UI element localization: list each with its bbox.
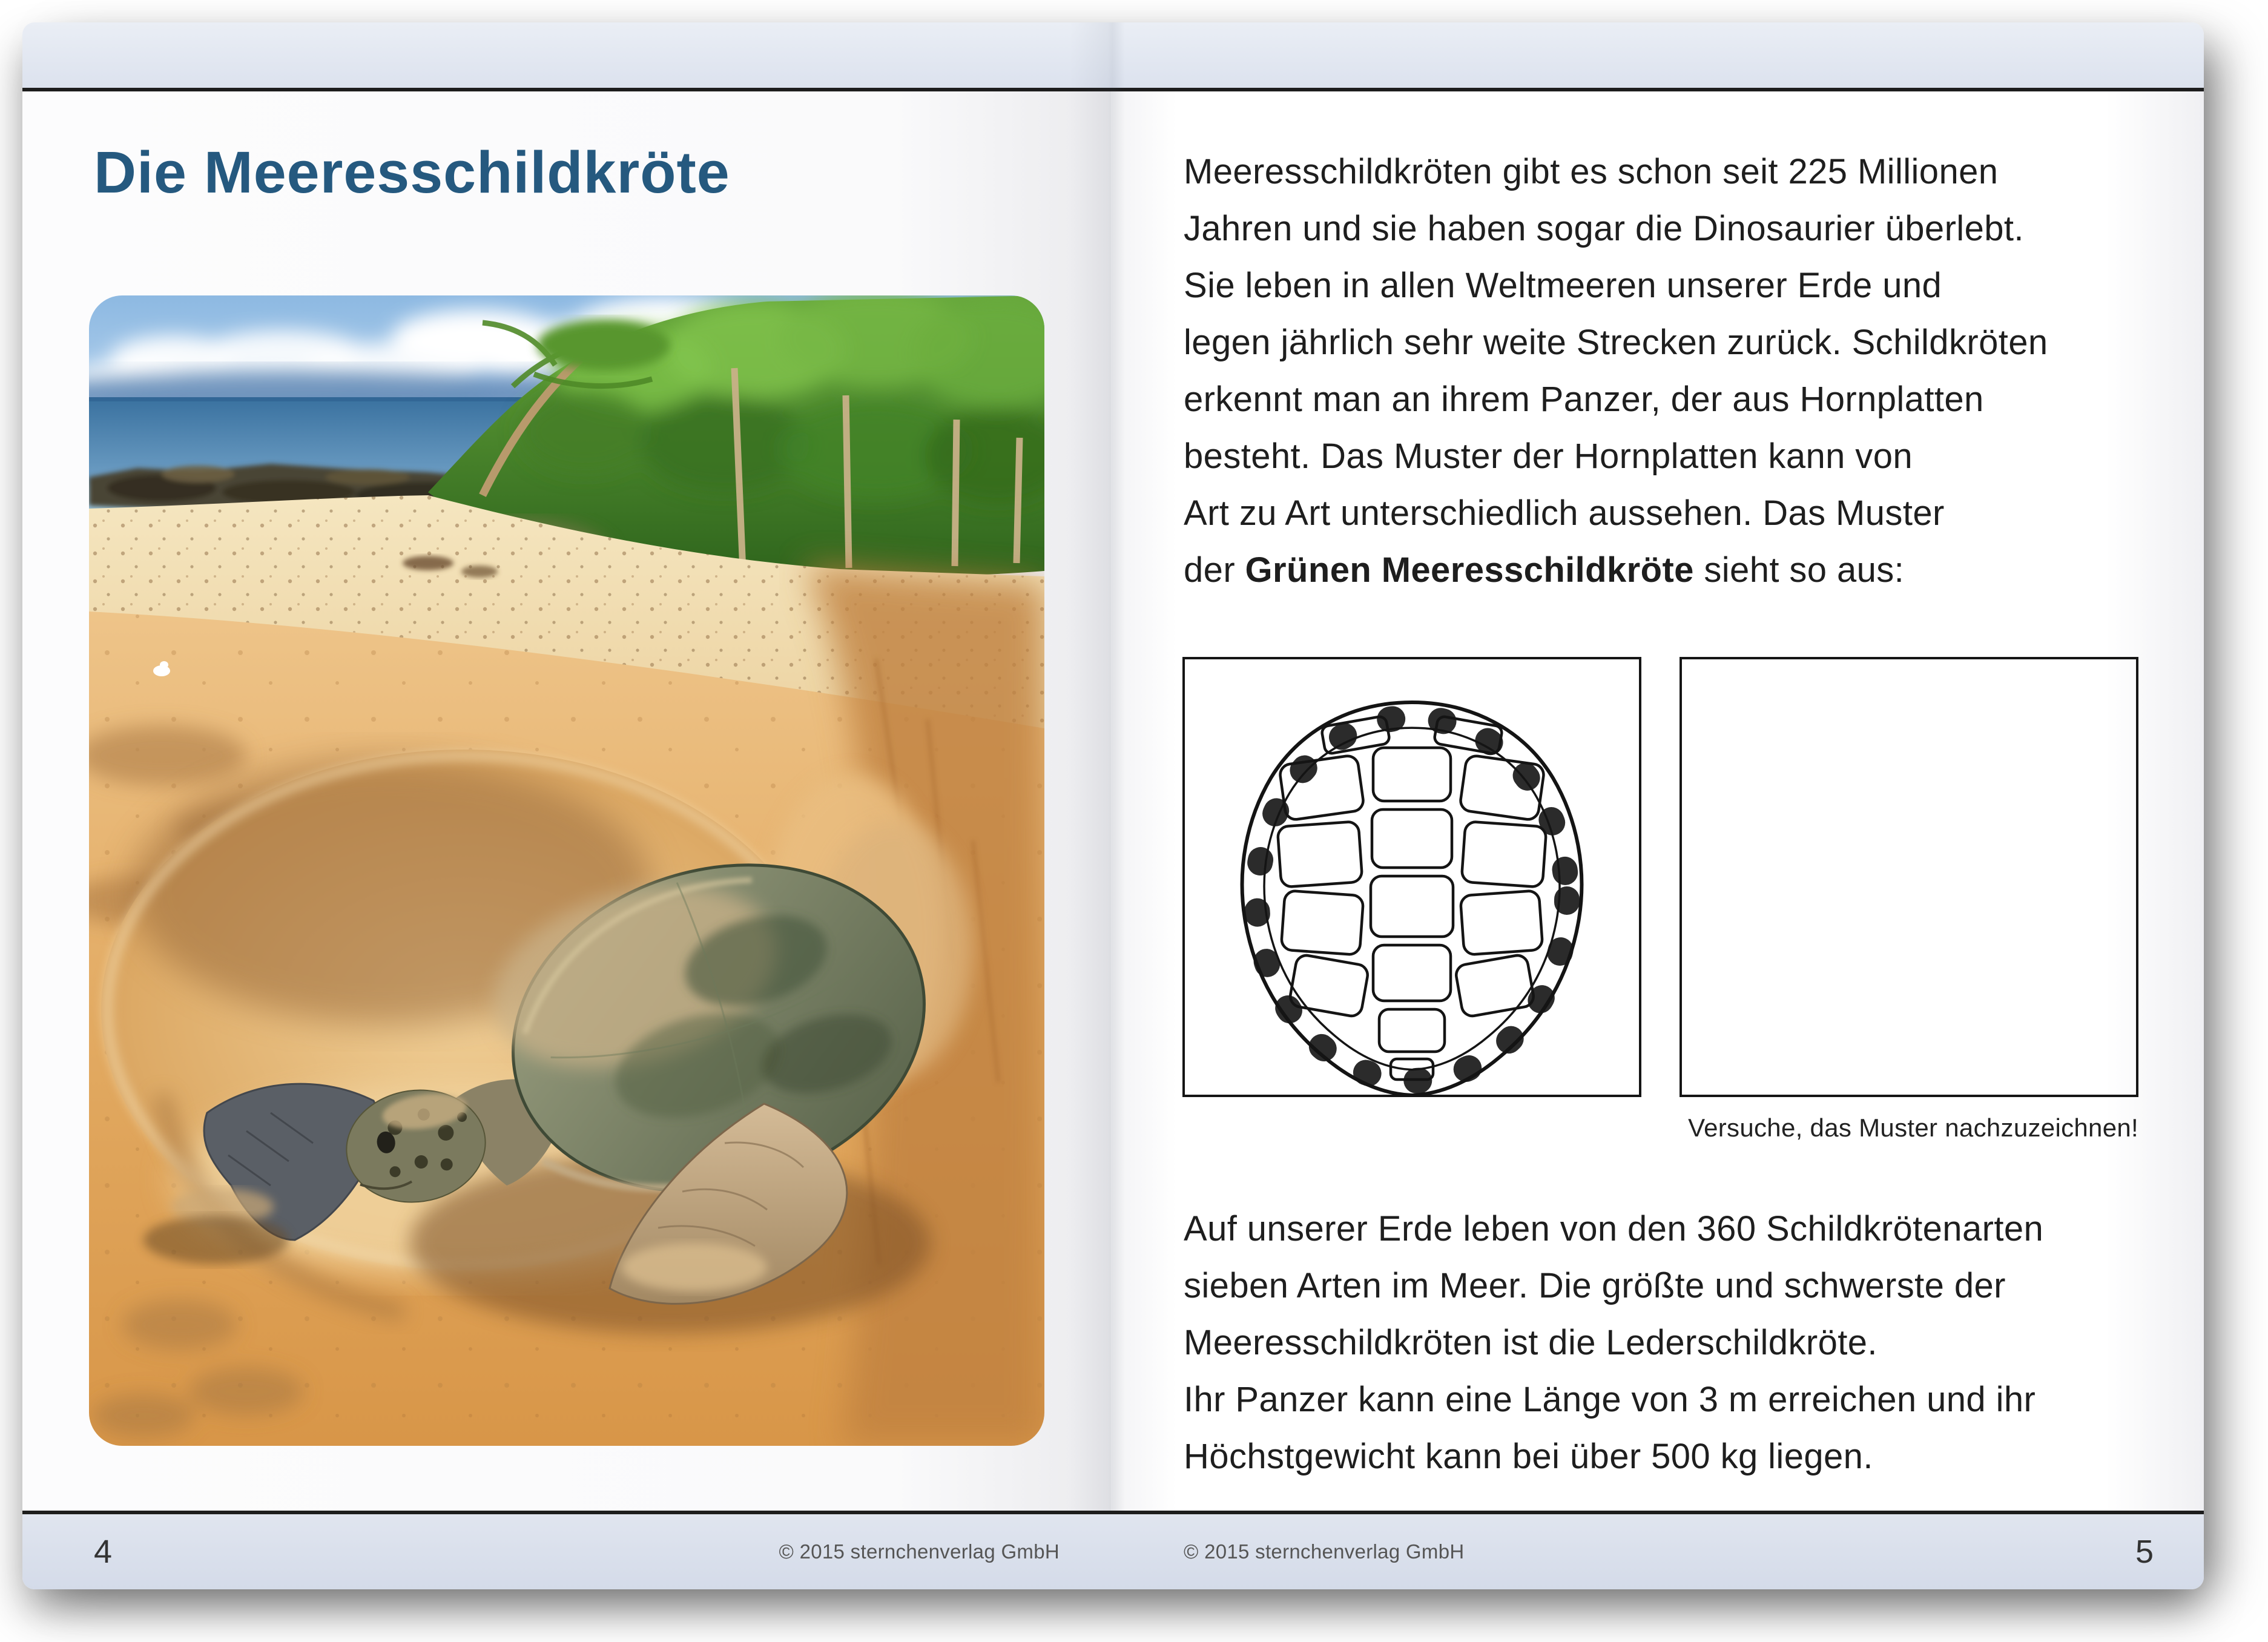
- text-line: Sie leben in allen Weltmeeren unserer Erde und: [1184, 266, 1942, 305]
- copyright-left: © 2015 sternchenverlag GmbH: [779, 1540, 1060, 1563]
- text-line: Meeresschildkröten ist die Lederschildkröte.: [1184, 1323, 1877, 1362]
- page-number-right: 5: [2135, 1534, 2154, 1570]
- text-line: legen jährlich sehr weite Strecken zurück. Schildkröten: [1184, 323, 2048, 362]
- text-line: sieben Arten im Meer. Die größte und schwerste der: [1184, 1266, 2006, 1305]
- text-line: Art zu Art unterschiedlich aussehen. Das Muster: [1184, 493, 1945, 533]
- header-band: [22, 22, 2204, 91]
- copyright-right: © 2015 sternchenverlag GmbH: [1184, 1540, 1465, 1563]
- right-page-footer: [1111, 1514, 2204, 1589]
- text-line: der Grünen Meeresschildkröte sieht so aus:: [1184, 550, 1905, 590]
- beach-photo: [89, 295, 1044, 1446]
- text-line: Meeresschildkröten gibt es schon seit 225 Millionen: [1184, 152, 1999, 191]
- book-spread: [22, 22, 2204, 1589]
- text-line: Ihr Panzer kann eine Länge von 3 m erreichen und ihr: [1184, 1380, 2036, 1419]
- drawing-box-empty: [1680, 657, 2138, 1097]
- text-line: besteht. Das Muster der Hornplatten kann von: [1184, 437, 1913, 476]
- footer-band: [22, 1511, 2204, 1589]
- text-line: erkennt man an ihrem Panzer, der aus Hornplatten: [1184, 380, 1984, 419]
- drawing-instruction-caption: Versuche, das Muster nachzuzeichnen!: [1688, 1113, 2138, 1142]
- page-number-left: 4: [94, 1534, 113, 1570]
- page-title: Die Meeresschildkröte: [94, 139, 730, 205]
- paragraph-intro: [1184, 143, 2158, 599]
- paragraph-facts: [1184, 1201, 2158, 1485]
- species-name-bold: Grünen Meeresschildkröte: [1245, 550, 1694, 590]
- turtle-shell-diagram: [1182, 657, 1641, 1097]
- text-line: Auf unserer Erde leben von den 360 Schildkrötenarten: [1184, 1209, 2044, 1248]
- text-line: Höchstgewicht kann bei über 500 kg liegen.: [1184, 1437, 1873, 1476]
- left-page-footer: [22, 1514, 1111, 1589]
- text-line: Jahren und sie haben sogar die Dinosaurier überlebt.: [1184, 209, 2024, 248]
